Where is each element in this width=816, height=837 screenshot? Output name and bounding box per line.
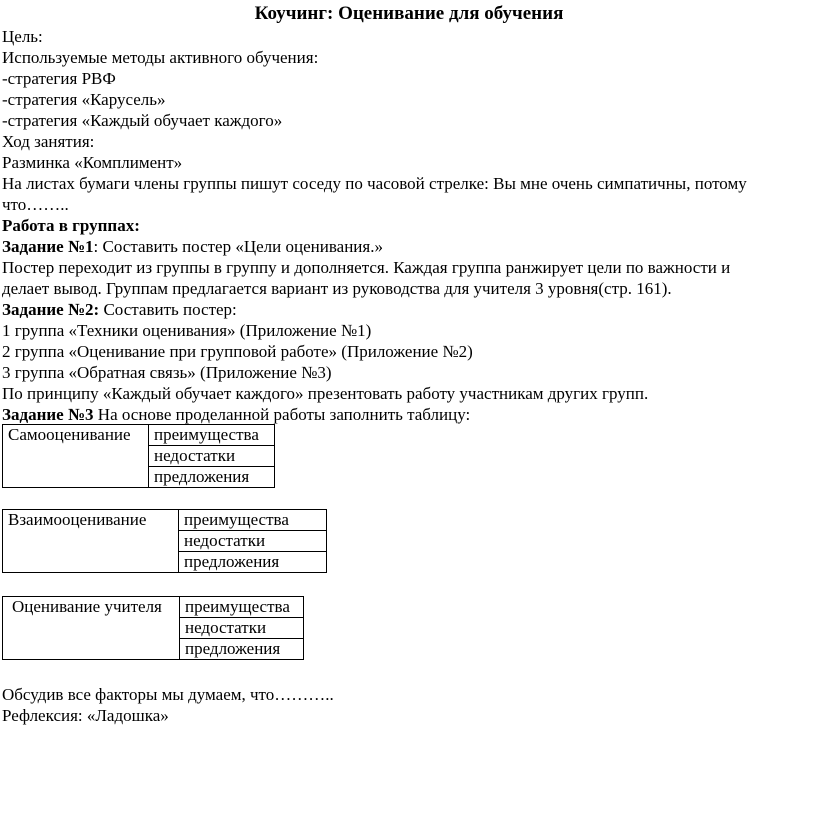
table-cell: предложения xyxy=(180,639,304,660)
principle-line: По принципу «Каждый обучает каждого» презентовать работу участникам других групп. xyxy=(2,384,649,403)
table-label: Оценивание учителя xyxy=(3,597,180,660)
table-cell: недостатки xyxy=(180,618,304,639)
method-item: -стратегия РВФ xyxy=(2,69,116,88)
reflection-line: Рефлексия: «Ладошка» xyxy=(2,706,169,725)
task1-line xyxy=(2,236,383,257)
table-label: Взаимооценивание xyxy=(3,510,179,573)
table-cell: недостатки xyxy=(179,531,327,552)
task3-text: На основе проделанной работы заполнить таблицу: xyxy=(93,405,471,424)
self-assessment-table xyxy=(2,424,275,488)
warmup-text: На листах бумаги члены группы пишут соседу по часовой стрелке: Вы мне очень симпатичны, потому xyxy=(2,174,747,193)
warmup-heading: Разминка «Комплимент» xyxy=(2,153,183,172)
table-label: Самооценивание xyxy=(3,425,149,488)
peer-assessment-table xyxy=(2,509,327,573)
task2-text: Составить постер: xyxy=(99,300,237,319)
groups-heading: Работа в группах: xyxy=(2,216,140,235)
group-item: 2 группа «Оценивание при групповой работе» (Приложение №2) xyxy=(2,342,473,361)
task1-label: Задание №1 xyxy=(2,237,94,256)
table-cell: предложения xyxy=(179,552,327,573)
table-cell: недостатки xyxy=(149,446,275,467)
task3-label: Задание №3 xyxy=(2,405,94,424)
group-item: 3 группа «Обратная связь» (Приложение №3) xyxy=(2,363,332,382)
methods-heading: Используемые методы активного обучения: xyxy=(2,48,319,67)
conclusion-line: Обсудив все факторы мы думаем, что……….. xyxy=(2,685,334,704)
task1-desc: Постер переходит из группы в группу и дополняется. Каждая группа ранжирует цели по важности и xyxy=(2,258,731,277)
task2-label: Задание №2: xyxy=(2,300,100,319)
task2-line xyxy=(2,299,237,320)
task3-line xyxy=(2,404,470,425)
course-heading: Ход занятия: xyxy=(2,132,95,151)
task1-text: : Составить постер «Цели оценивания.» xyxy=(93,237,383,256)
goal-line: Цель: xyxy=(2,27,43,46)
table-cell: преимущества xyxy=(180,597,304,618)
teacher-assessment-table xyxy=(2,596,304,660)
method-item: -стратегия «Каждый обучает каждого» xyxy=(2,111,283,130)
task1-desc-cont: делает вывод. Группам предлагается вариант из руководства для учителя 3 уровня(стр. 161). xyxy=(2,279,672,298)
document-title: Коучинг: Оценивание для обучения xyxy=(254,3,564,24)
table-cell: преимущества xyxy=(149,425,275,446)
method-item: -стратегия «Карусель» xyxy=(2,90,166,109)
group-item: 1 группа «Техники оценивания» (Приложение №1) xyxy=(2,321,372,340)
table-cell: преимущества xyxy=(179,510,327,531)
table-cell: предложения xyxy=(149,467,275,488)
warmup-text-cont: что…….. xyxy=(2,195,69,214)
